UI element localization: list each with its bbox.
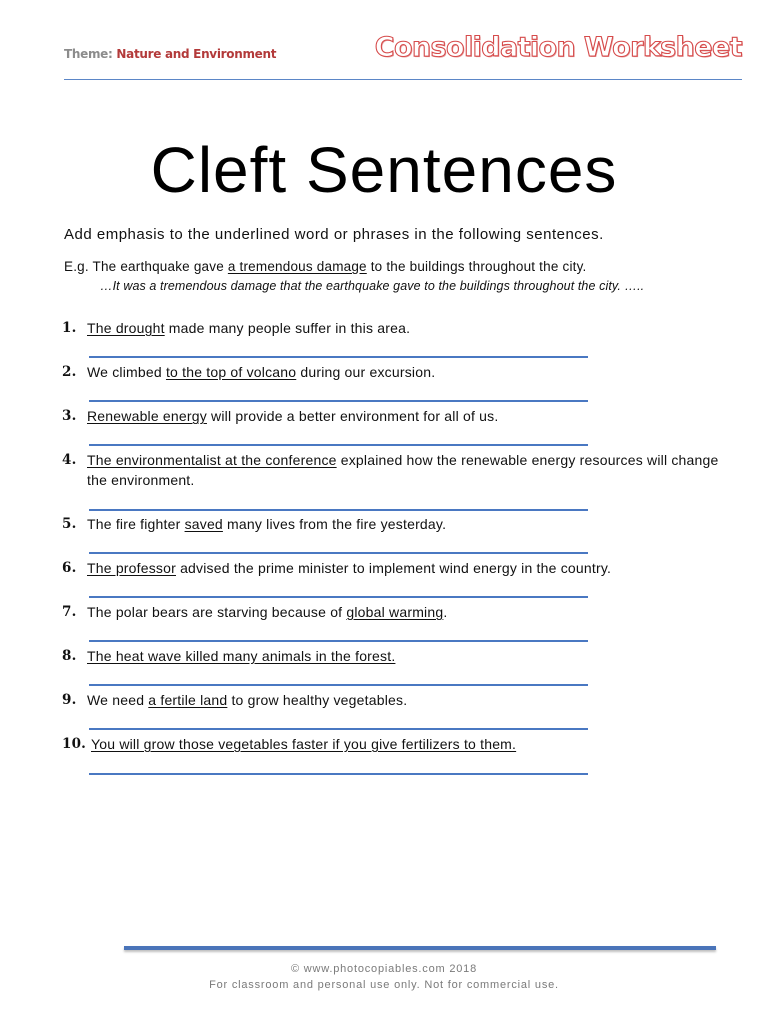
answer-line-6[interactable] (89, 596, 588, 598)
example-suffix: to the buildings throughout the city. (366, 259, 587, 274)
answer-line-4[interactable] (89, 509, 588, 511)
footer-copyright: © www.photocopiables.com 2018 (290, 963, 477, 975)
underlined-phrase: to the top of volcano (165, 364, 297, 380)
question-number: 7. (62, 604, 77, 620)
example-prefix: E.g. The earthquake gave (64, 259, 228, 274)
footer-divider (124, 946, 716, 950)
question-number: 6. (62, 560, 77, 576)
question-6 (62, 558, 722, 578)
underlined-phrase: The environmentalist at the conference (87, 452, 337, 468)
question-8 (62, 646, 722, 666)
instructions: Add emphasis to the underlined word or phrases in the following sentences. (64, 226, 604, 243)
underlined-phrase: You will grow those vegetables faster if you give fertilizers to them. (91, 736, 517, 752)
example-underlined: a tremendous damage (227, 259, 367, 274)
question-text: The professor advised the prime minister to implement wind energy in the country. (87, 560, 612, 576)
question-number: 8. (62, 648, 77, 664)
question-number: 10. (62, 736, 87, 752)
question-text: The drought made many people suffer in this area. (87, 320, 411, 336)
answer-line-2[interactable] (89, 400, 588, 402)
theme-label (64, 47, 276, 61)
example-answer: …It was a tremendous damage that the earthquake gave to the buildings throughout the city. ….. (100, 279, 645, 293)
header-divider (64, 79, 742, 80)
question-text (91, 734, 722, 754)
answer-line-10[interactable] (89, 773, 588, 775)
answer-line-7[interactable] (89, 640, 588, 642)
question-4 (62, 450, 722, 490)
question-text: We need a fertile land to grow healthy vegetables. (87, 692, 408, 708)
question-3 (62, 406, 722, 426)
question-1 (62, 318, 722, 338)
answer-line-1[interactable] (89, 356, 588, 358)
question-number: 5. (62, 516, 77, 532)
page-title: Cleft Sentences (150, 134, 618, 206)
question-number: 3. (62, 408, 77, 424)
question-number: 9. (62, 692, 77, 708)
question-text: We climbed to the top of volcano during our excursion. (87, 364, 436, 380)
question-2 (62, 362, 722, 382)
theme-key: Theme: (64, 47, 113, 61)
example-sentence (64, 259, 587, 274)
worksheet-header (64, 32, 742, 80)
answer-line-3[interactable] (89, 444, 588, 446)
underlined-phrase: a fertile land (148, 692, 228, 708)
question-number: 4. (62, 452, 77, 468)
underlined-phrase: The drought (87, 320, 165, 336)
answer-line-5[interactable] (89, 552, 588, 554)
underlined-phrase: The professor (87, 560, 176, 576)
question-number: 1. (62, 320, 77, 336)
question-10 (62, 734, 722, 754)
underlined-phrase: The heat wave killed many animals in the forest. (87, 648, 396, 664)
question-text: Renewable energy will provide a better environment for all of us. (87, 408, 499, 424)
footer-notice: For classroom and personal use only. Not for commercial use. (209, 979, 559, 991)
underlined-phrase: global warming (346, 604, 444, 620)
question-number: 2. (62, 364, 77, 380)
question-text: The polar bears are starving because of global warming. (87, 604, 448, 620)
question-text: The environmentalist at the conference explained how the renewable energy resources will change the environment. (87, 452, 719, 488)
theme-value: Nature and Environment (116, 47, 277, 61)
question-7 (62, 602, 722, 622)
answer-line-8[interactable] (89, 684, 588, 686)
answer-line-9[interactable] (89, 728, 588, 730)
question-9 (62, 690, 722, 710)
underlined-phrase: Renewable energy (87, 408, 207, 424)
worksheet-title: Consolidation Worksheet (374, 32, 742, 63)
question-5 (62, 514, 722, 534)
question-text (87, 646, 722, 666)
underlined-phrase: saved (184, 516, 223, 532)
question-text: The fire fighter saved many lives from the fire yesterday. (87, 516, 447, 532)
